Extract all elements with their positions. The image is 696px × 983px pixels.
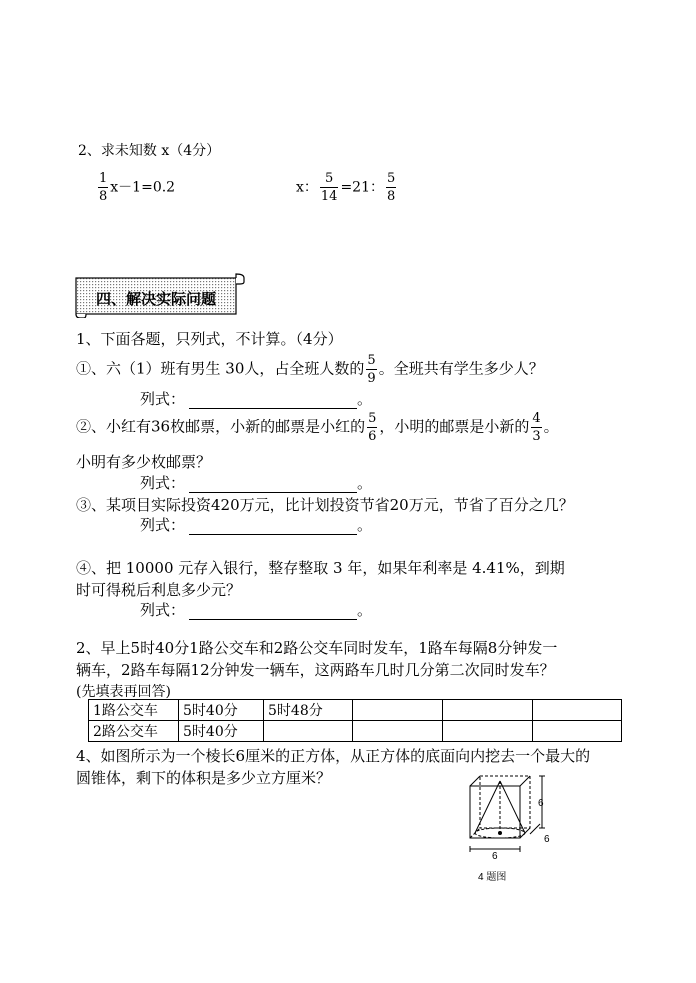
fraction: $\frac{5}{6}$ [368,411,377,444]
depth-label: 6 [544,834,550,845]
equation-2: x： $\frac{5}{14}$ =21： $\frac{5}{8}$ [296,171,396,204]
table-cell[interactable] [264,721,353,742]
table-cell[interactable]: 1路公交车 [89,700,179,721]
table-cell[interactable] [533,700,622,721]
question-1d-line2: 时可得税后利息多少元？ [76,581,242,599]
equation-1: $\frac{1}{8}$ x－1=0.2 [99,171,176,204]
table-cell[interactable]: 5时48分 [264,700,353,721]
bus-schedule-table [88,699,622,742]
section-title: 2、求未知数 x（4分） [78,143,221,159]
table-row [89,700,622,721]
banner-text: 四、解决实际问题 [96,290,217,308]
fraction: $\frac{5}{9}$ [367,353,376,386]
question-1d: ④、把 10000 元存入银行，整存整取 3 年，如果年利率是 4.41%，到期 [76,559,565,577]
question-1b-line2: 小明有多少枚邮票？ [76,453,212,471]
answer-line-1d: 列式： 。 [140,601,373,619]
figure-caption: 4 题图 [478,872,507,883]
table-cell[interactable] [533,721,622,742]
question-2: 2、早上5时40分1路公交车和2路公交车同时发车，1路车每隔8分钟发一 [76,639,558,657]
question-2-line2: 辆车，2路车每隔12分钟发一辆车，这两路车几时几分第二次同时发车？ [76,661,555,679]
fraction: $\frac{5}{8}$ [387,171,396,204]
table-cell[interactable]: 2路公交车 [89,721,179,742]
cube-cone-figure [462,768,564,860]
answer-line-1c: 列式： 。 [140,516,373,534]
table-cell[interactable]: 5时40分 [179,700,264,721]
width-label: 6 [492,851,498,860]
answer-line-1b: 列式： 。 [140,474,373,492]
height-label: 6 [538,798,544,809]
fraction: $\frac{5}{14}$ [320,171,338,204]
table-cell[interactable]: 5时40分 [179,721,264,742]
question-1c: ③、某项目实际投资420万元，比计划投资节省20万元，节省了百分之几？ [76,496,574,514]
table-row [89,721,622,742]
question-4-line2: 圆锥体，剩下的体积是多少立方厘米？ [76,769,332,787]
question-1-title: 1、下面各题，只列式，不计算。（4分） [76,330,343,348]
table-cell[interactable] [443,700,533,721]
table-cell[interactable] [443,721,533,742]
answer-line-1a: 列式： 。 [140,390,373,408]
question-1a: ①、六（1）班有男生 30人，占全班人数的 $\frac{5}{9}$ 。全班共有学生多少人？ [76,353,544,386]
fraction: $\frac{1}{8}$ [99,171,108,204]
question-2-note: (先填表再回答) [76,684,171,700]
table-cell[interactable] [353,721,443,742]
table-cell[interactable] [353,700,443,721]
fraction: $\frac{4}{3}$ [532,411,541,444]
question-4: 4、如图所示为一个棱长6厘米的正方体，从正方体的底面向内挖去一个最大的 [76,747,591,765]
question-1b: ②、小红有36枚邮票，小新的邮票是小红的 $\frac{5}{6}$ ，小明的邮票是小新的 $\frac{4}{3}$ 。 [76,411,559,444]
